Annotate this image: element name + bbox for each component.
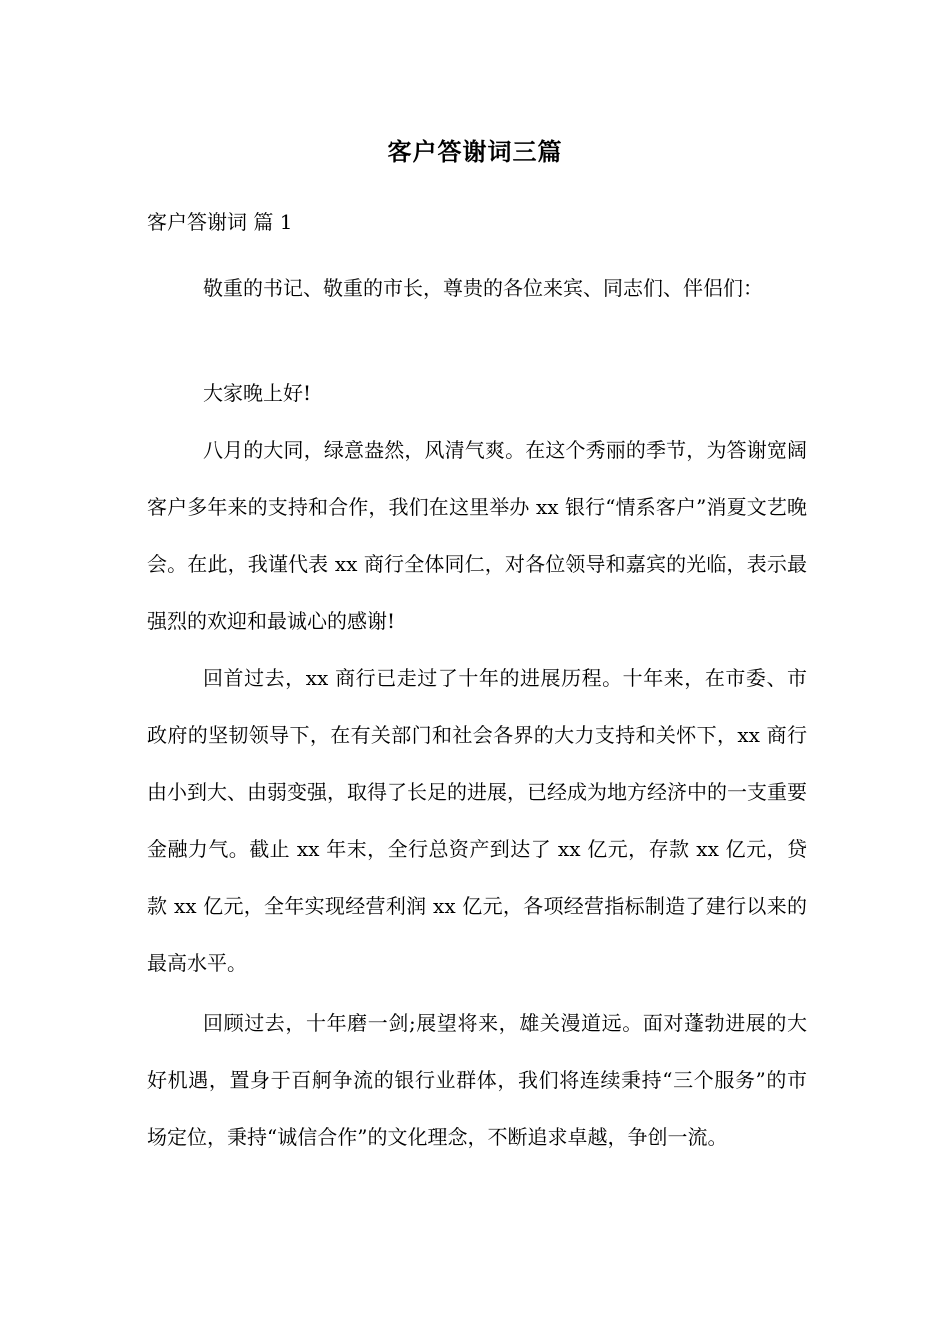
salutation-paragraph: 敬重的书记、敬重的市长，尊贵的各位来宾、同志们、伴侣们： (203, 276, 763, 300)
greeting-paragraph: 大家晚上好! (203, 381, 312, 405)
body-paragraph-3: 回顾过去，十年磨一剑;展望将来，雄关漫道远。面对蓬勃进展的大好机遇，置身于百舸争流的银行业群体，我们将连续秉持“三个服务”的市场定位，秉持“诚信合作”的文化理念，不断追求卓越，争创一流。 (147, 1011, 807, 1149)
body-paragraph-2: 回首过去，xx 商行已走过了十年的进展历程。十年来，在市委、市政府的坚韧领导下，在有关部门和社会各界的大力支持和关怀下，xx 商行由小到大、由弱变强，取得了长足的进展，已经成为地方经济中的一支重要金融力气。截止 xx 年末，全行总资产到达了 xx 亿元，存款 xx 亿元，贷款 xx 亿元，全年实现经营利润 xx 亿元，各项经营指标制造了建行以来的最高水平。 (147, 666, 807, 975)
body-paragraph-1: 八月的大同，绿意盎然，风清气爽。在这个秀丽的季节，为答谢宽阔客户多年来的支持和合作，我们在这里举办 xx 银行“情系客户”消夏文艺晚会。在此，我谨代表 xx 商行全体同仁，对各位领导和嘉宾的光临，表示最强烈的欢迎和最诚心的感谢! (147, 438, 807, 633)
document-title: 客户答谢词三篇 (387, 137, 563, 166)
section-heading: 客户答谢词 篇 1 (147, 210, 293, 234)
